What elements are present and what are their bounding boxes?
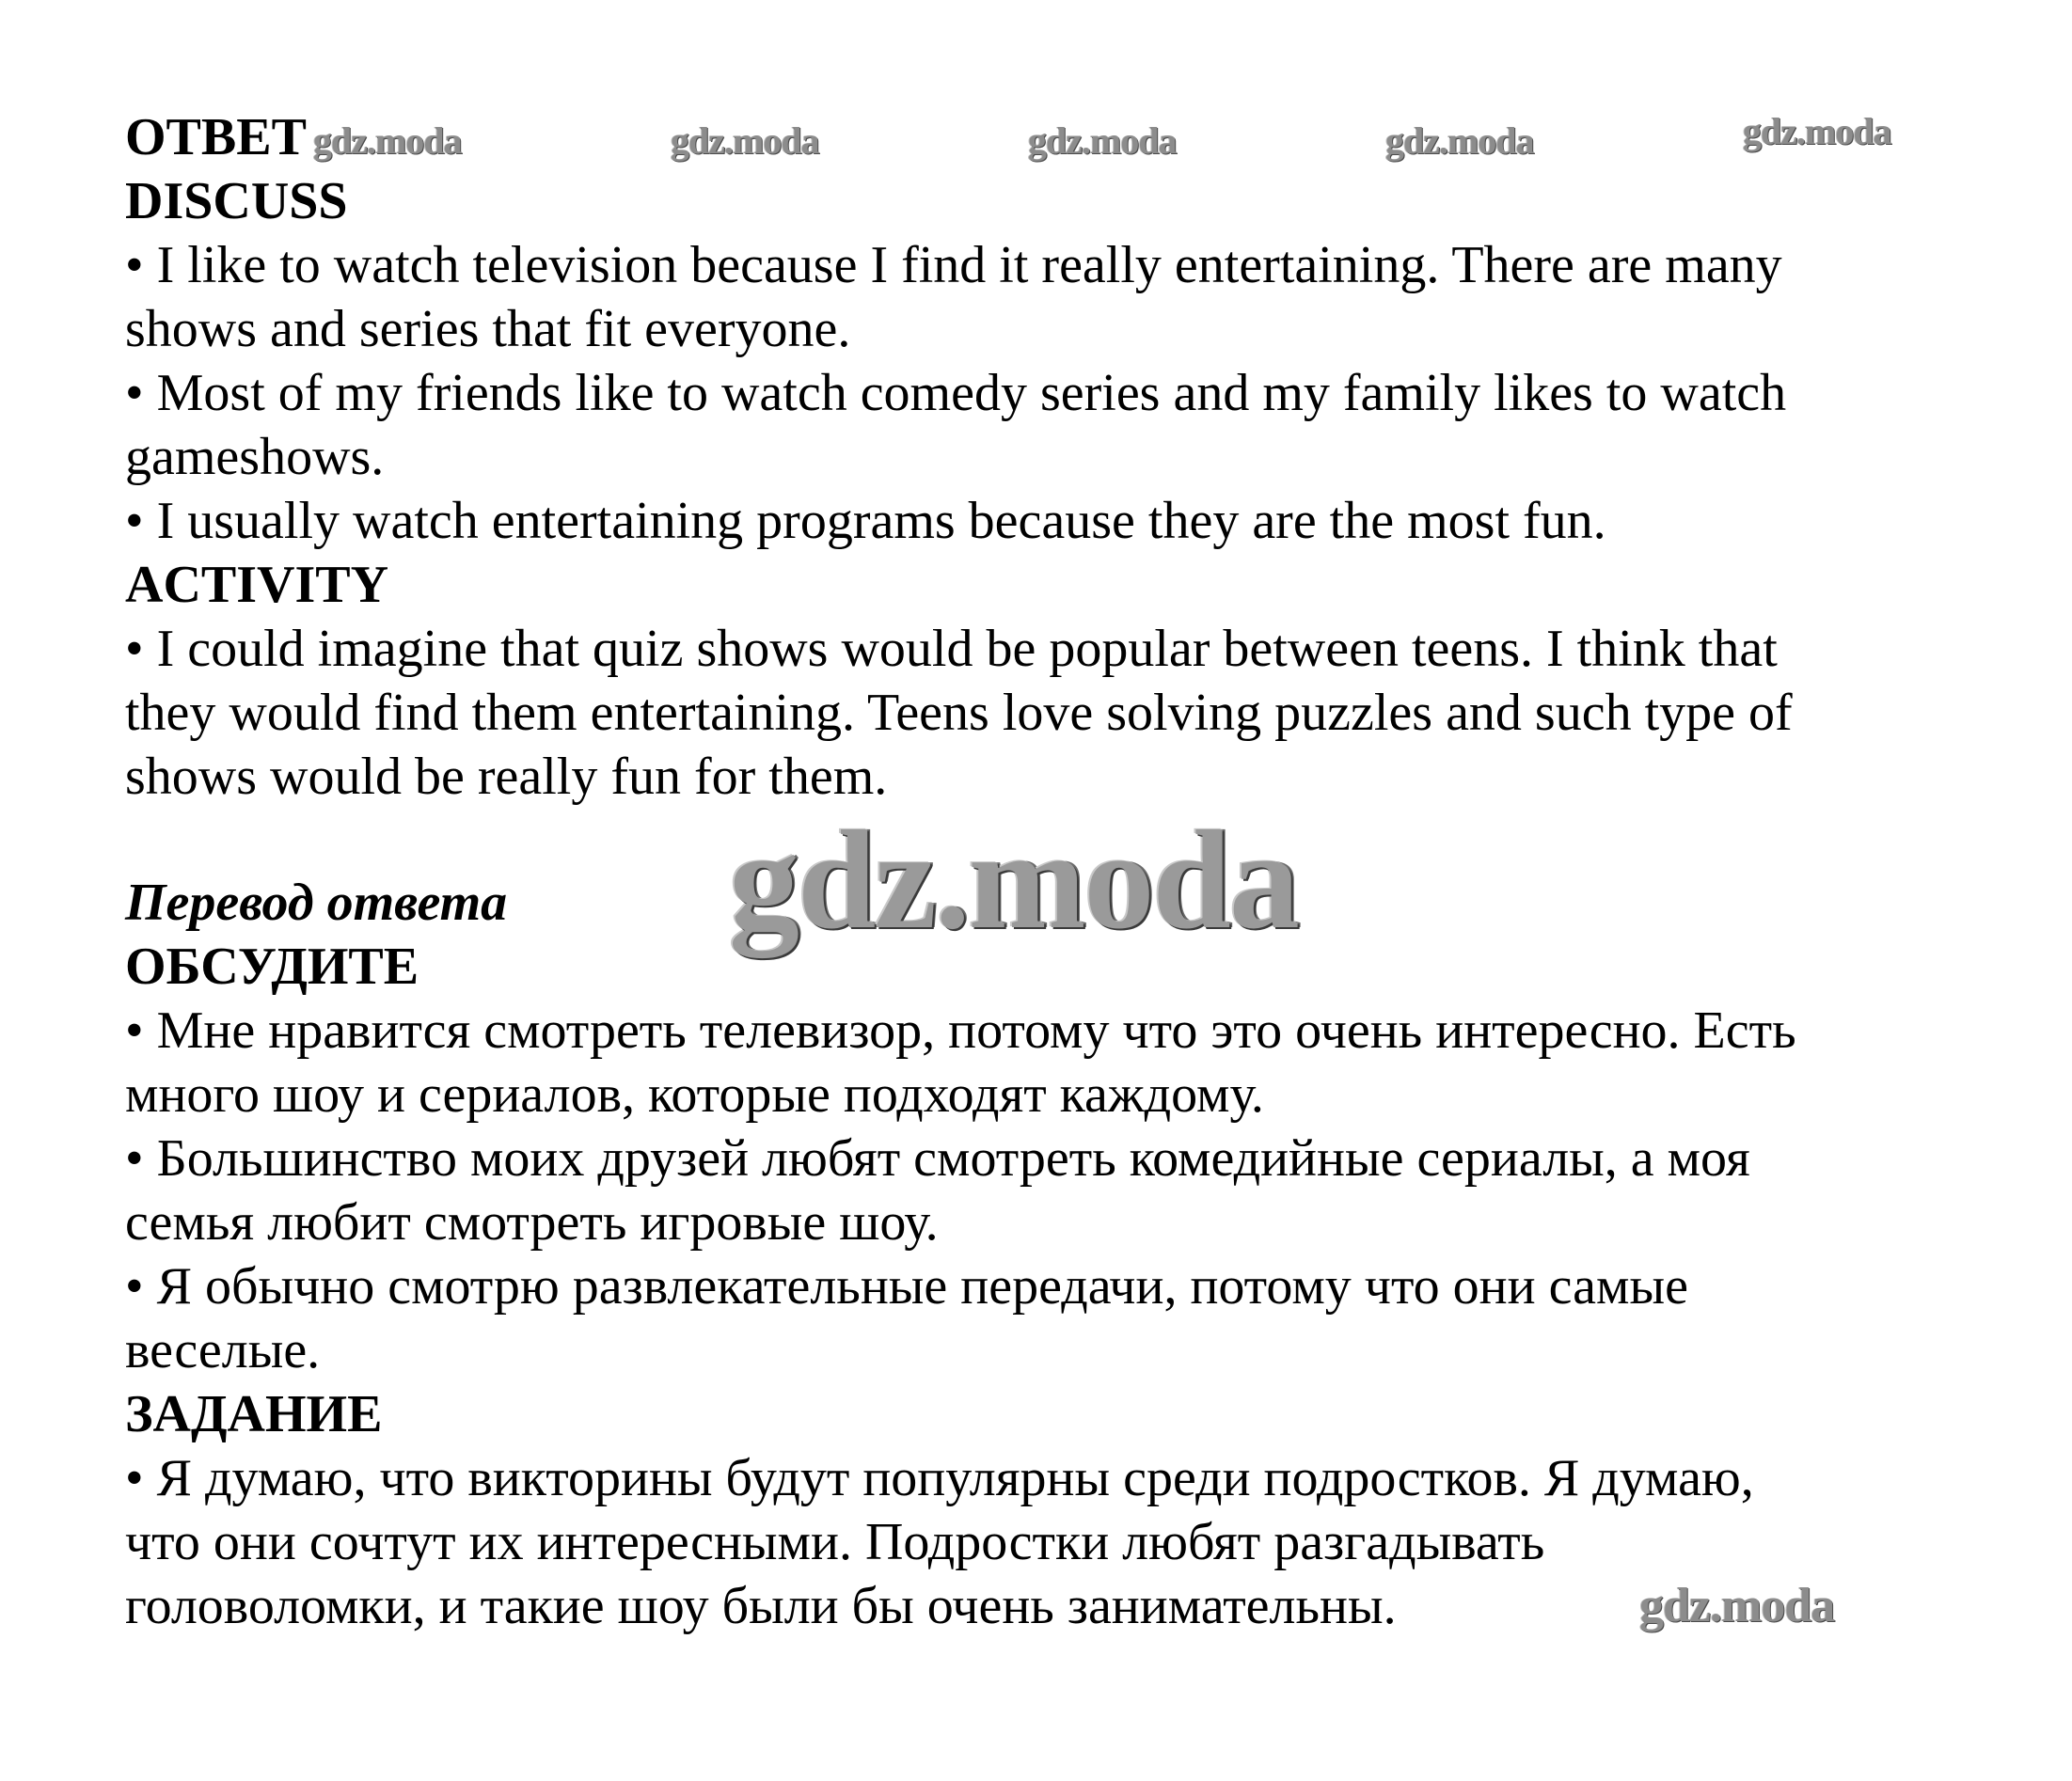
translation-title: Перевод ответа	[125, 874, 508, 932]
activity-line: • I could imagine that quiz shows would be popular between teens. I think that	[125, 620, 1778, 678]
discuss-line: gameshows.	[125, 428, 385, 486]
watermark-logo: gdz.moda	[1028, 119, 1177, 162]
discuss-line: • I like to watch television because I find it really entertaining. There are many	[125, 236, 1782, 294]
translation-activity-line: головоломки, и такие шоу были бы очень занимательны.	[125, 1577, 1397, 1635]
translation-discuss-line: • Мне нравится смотреть телевизор, потому что это очень интересно. Есть	[125, 1001, 1796, 1060]
watermark-logo-large: gdz.moda	[729, 802, 1298, 958]
activity-line: they would find them entertaining. Teens love solving puzzles and such type of	[125, 684, 1793, 742]
watermark-logo: gdz.moda	[313, 119, 462, 162]
translation-discuss-line: веселые.	[125, 1321, 321, 1379]
translation-discuss-line: много шоу и сериалов, которые подходят каждому.	[125, 1065, 1264, 1124]
translation-discuss-line: • Большинство моих друзей любят смотреть комедийные сериалы, а моя	[125, 1129, 1750, 1188]
watermark-logo: gdz.moda	[1639, 1579, 1835, 1632]
discuss-line: • Most of my friends like to watch comedy series and my family likes to watch	[125, 364, 1787, 422]
discuss-line: shows and series that fit everyone.	[125, 300, 851, 358]
translation-activity-line: что они сочтут их интересными. Подростки любят разгадывать	[125, 1513, 1545, 1571]
watermark-logo: gdz.moda	[1385, 119, 1534, 162]
translation-discuss-line: семья любит смотреть игровые шоу.	[125, 1193, 939, 1252]
translation-discuss-heading: ОБСУДИТЕ	[125, 938, 419, 996]
translation-discuss-line: • Я обычно смотрю развлекательные передачи, потому что они самые	[125, 1257, 1688, 1316]
discuss-heading: DISCUSS	[125, 172, 348, 230]
translation-activity-heading: ЗАДАНИЕ	[125, 1385, 383, 1443]
answer-title: ОТВЕТ	[125, 108, 307, 166]
activity-heading: ACTIVITY	[125, 556, 389, 614]
translation-activity-line: • Я думаю, что викторины будут популярны среди подростков. Я думаю,	[125, 1449, 1754, 1507]
watermark-logo: gdz.moda	[671, 119, 819, 162]
activity-line: shows would be really fun for them.	[125, 748, 888, 806]
discuss-line: • I usually watch entertaining programs because they are the most fun.	[125, 492, 1606, 550]
watermark-logo: gdz.moda	[1743, 110, 1891, 152]
